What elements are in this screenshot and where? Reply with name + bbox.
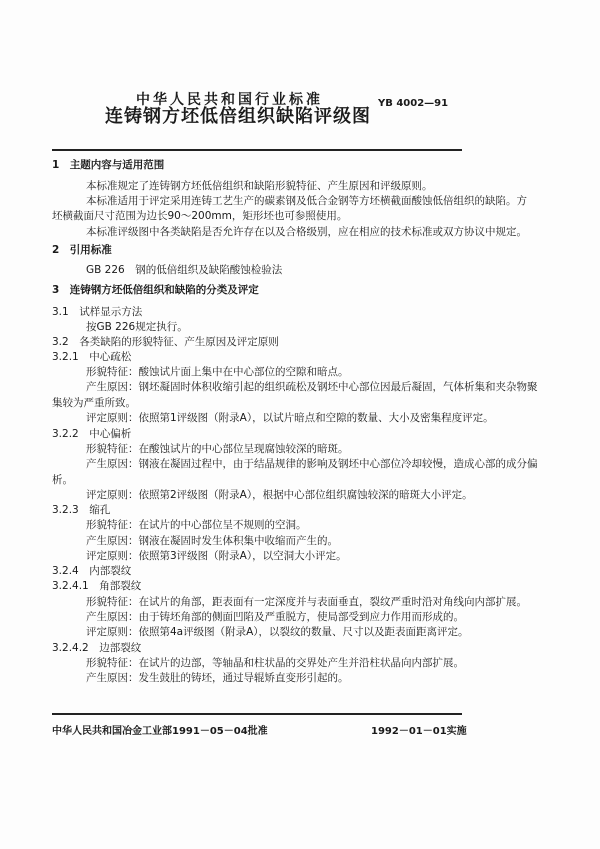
section-3-2-3-heading: 3.2.3 缩孔 [52, 504, 111, 516]
section-1-heading: 1 主题内容与适用范围 [52, 159, 165, 171]
header-rule [52, 149, 462, 151]
paragraph: 坯横截面尺寸范围为边长90～200mm，矩形坯也可参照使用。 [52, 210, 348, 222]
paragraph: 产生原因：发生鼓肚的铸坯，通过导辊矫直变形引起的。 [86, 672, 349, 684]
paragraph: 评定原则：依照第1评级图（附录A），以试片暗点和空隙的数量、大小及密集程度评定。 [86, 412, 494, 424]
footer-rule [52, 713, 462, 715]
section-3-2-heading: 3.2 各类缺陷的形貌特征、产生原因及评定原则 [52, 336, 279, 348]
effective-date: 1992－01－01实施 [371, 726, 467, 737]
paragraph: 按GB 226规定执行。 [86, 321, 188, 333]
reference: GB 226 钢的低倍组织及缺陷酸蚀检验法 [86, 264, 283, 276]
paragraph: 评定原则：依照第3评级图（附录A），以空洞大小评定。 [86, 550, 347, 562]
paragraph: 评定原则：依照第4a评级图（附录A），以裂纹的数量、尺寸以及距表面距离评定。 [86, 626, 469, 638]
paragraph: 形貌特征：在试片的边部，等轴晶和柱状晶的交界处产生并沿柱状晶向内部扩展。 [86, 657, 464, 669]
section-3-2-4-heading: 3.2.4 内部裂纹 [52, 565, 132, 577]
paragraph: 本标准适用于评定采用连铸工艺生产的碳素钢及低合金钢等方坯横截面酸蚀低倍组织的缺陷。方 [86, 195, 527, 207]
paragraph: 本标准规定了连铸钢方坯低倍组织和缺陷形貌特征、产生原因和评级原则。 [86, 180, 433, 192]
paragraph: 形貌特征：酸蚀试片面上集中在中心部位的空隙和暗点。 [86, 366, 349, 378]
paragraph: 产生原因：钢液在凝固时发生体积集中收缩而产生的。 [86, 535, 338, 547]
paragraph: 本标准评级图中各类缺陷是否允许存在以及合格级别，应在相应的技术标准或双方协议中规定。 [86, 226, 527, 238]
paragraph: 产生原因：钢液在凝固过程中，由于结晶规律的影响及钢坯中心部位冷却较慢，造成心部的成分偏 [86, 458, 538, 470]
paragraph: 形貌特征：在试片的角部，距表面有一定深度并与表面垂直，裂纹严重时沿对角线向内部扩展。 [86, 596, 527, 608]
standard-code: YB 4002—91 [378, 98, 449, 109]
issuer: 中华人民共和国行业标准 [136, 92, 323, 108]
paragraph: 集较为严重所致。 [52, 397, 136, 409]
paragraph: 形貌特征：在试片的中心部位呈不规则的空洞。 [86, 519, 307, 531]
paragraph: 产生原因：钢坯凝固时体积收缩引起的组织疏松及钢坯中心部位因最后凝固，气体析集和夹杂物聚 [86, 381, 538, 393]
section-3-2-4-2-heading: 3.2.4.2 边部裂纹 [52, 642, 142, 654]
section-3-1-heading: 3.1 试样显示方法 [52, 306, 143, 318]
section-3-2-1-heading: 3.2.1 中心疏松 [52, 351, 132, 363]
paragraph: 评定原则：依照第2评级图（附录A），根据中心部位组织腐蚀较深的暗斑大小评定。 [86, 489, 473, 501]
section-3-2-4-1-heading: 3.2.4.1 角部裂纹 [52, 580, 142, 592]
approval-note: 中华人民共和国冶金工业部1991－05－04批准 [52, 726, 268, 737]
section-3-heading: 3 连铸钢方坯低倍组织和缺陷的分类及评定 [52, 284, 259, 296]
paragraph: 产生原因：由于铸坯角部的侧面凹陷及严重脱方，使局部受到应力作用而形成的。 [86, 611, 464, 623]
section-3-2-2-heading: 3.2.2 中心偏析 [52, 428, 132, 440]
page-title: 连铸钢方坯低倍组织缺陷评级图 [105, 106, 371, 127]
section-2-heading: 2 引用标准 [52, 244, 112, 256]
paragraph: 形貌特征：在酸蚀试片的中心部位呈现腐蚀较深的暗斑。 [86, 443, 349, 455]
paragraph: 析。 [52, 474, 73, 486]
